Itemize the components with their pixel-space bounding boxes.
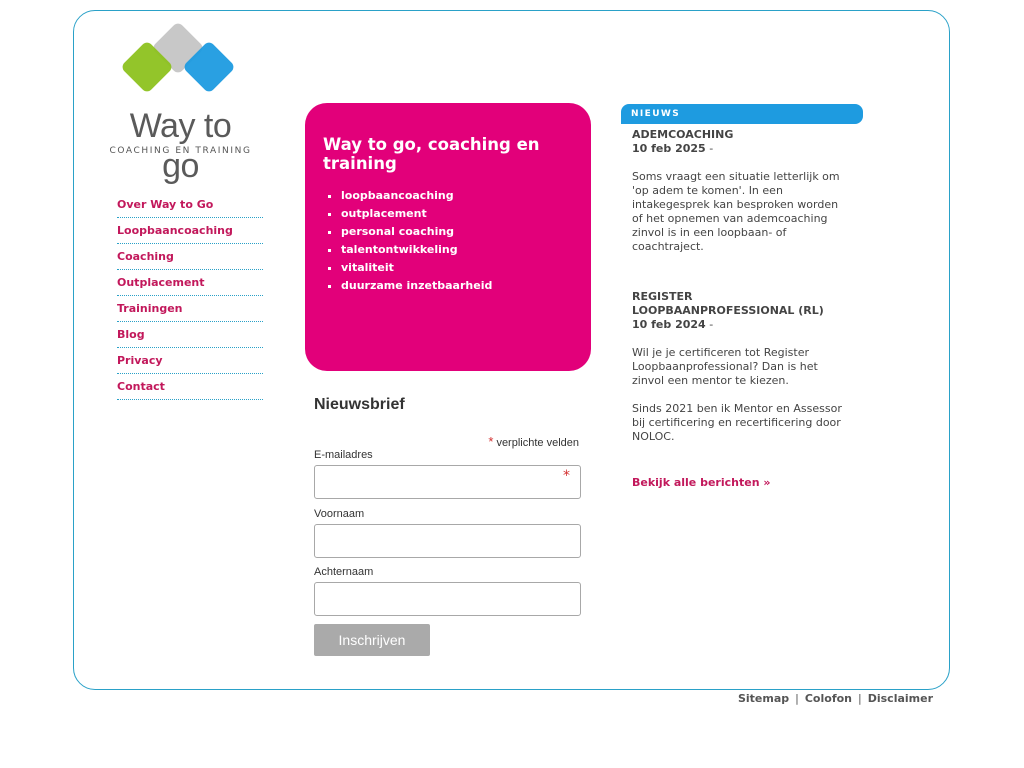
footer-link-colofon[interactable]: Colofon bbox=[804, 692, 852, 705]
required-marker: * bbox=[488, 434, 494, 449]
email-required-marker: * bbox=[563, 468, 570, 484]
intro-service-item: ▪ duurzame inzetbaarheid bbox=[341, 277, 573, 295]
nav-item-privacy[interactable]: Privacy bbox=[117, 348, 263, 374]
news-item: ADEMCOACHING 10 feb 2025 - Soms vraagt een situatie letterlijk om 'op adem te komen'. In een intakegesprek kan besproken worden of het opnemen van ademcoaching zinvol is in een loopbaan- of coachtraject. bbox=[632, 128, 850, 254]
logo-wordmark: Way to go bbox=[129, 107, 232, 185]
firstname-field[interactable] bbox=[314, 524, 581, 558]
nav-item-blog[interactable]: Blog bbox=[117, 322, 263, 348]
required-fields-note bbox=[314, 434, 579, 449]
newsletter-title: Nieuwsbrief bbox=[314, 396, 405, 413]
news-header: NIEUWS bbox=[621, 104, 863, 124]
news-item-text: Soms vraagt een situatie letterlijk om 'op adem te komen'. In een intakegesprek kan besproken worden of het opnemen van ademcoaching zinvol is in een loopbaan- of coachtraject. bbox=[632, 170, 840, 253]
nav-item-outplacement[interactable]: Outplacement bbox=[117, 270, 263, 296]
intro-service-item: ▪ loopbaancoaching bbox=[341, 187, 573, 205]
nav-item-loopbaancoaching[interactable]: Loopbaancoaching bbox=[117, 218, 263, 244]
news-item-text: Wil je je certificeren tot Register Loopbaanprofessional? Dan is het zinvol een mentor te kiezen. bbox=[632, 346, 818, 387]
email-label: E-mailadres bbox=[314, 449, 373, 461]
nav-item-coaching[interactable]: Coaching bbox=[117, 244, 263, 270]
nav-item-trainingen[interactable]: Trainingen bbox=[117, 296, 263, 322]
logo[interactable] bbox=[108, 22, 253, 185]
main-nav bbox=[117, 192, 263, 400]
subscribe-button[interactable]: Inschrijven bbox=[314, 624, 430, 656]
lastname-label: Achternaam bbox=[314, 566, 374, 578]
lastname-field[interactable] bbox=[314, 582, 581, 616]
intro-service-item: ▪ talentontwikkeling bbox=[341, 241, 573, 259]
news-item-title[interactable]: REGISTER LOOPBAANPROFESSIONAL (RL) bbox=[632, 290, 824, 317]
required-note-text: verplichte velden bbox=[496, 437, 579, 449]
footer-link-disclaimer[interactable]: Disclaimer bbox=[867, 692, 933, 705]
firstname-label: Voornaam bbox=[314, 508, 365, 520]
all-news-link[interactable]: Bekijk alle berichten » bbox=[632, 476, 771, 489]
intro-panel bbox=[305, 103, 591, 371]
nav-item-contact[interactable]: Contact bbox=[117, 374, 263, 400]
nav-item-over-way-to-go[interactable]: Over Way to Go bbox=[117, 192, 263, 218]
news-item-date: 10 feb 2025 bbox=[632, 142, 706, 155]
logo-diamonds-icon bbox=[118, 22, 243, 106]
news-item-text: Sinds 2021 ben ik Mentor en Assessor bij certificering en recertificering door NOLOC. bbox=[632, 402, 842, 443]
intro-service-item: ▪ vitaliteit bbox=[341, 259, 573, 277]
intro-title: Way to go, coaching en training bbox=[323, 135, 540, 173]
intro-service-item: ▪ personal coaching bbox=[341, 223, 573, 241]
news-item-date: 10 feb 2024 bbox=[632, 318, 706, 331]
footer-separator: | bbox=[795, 692, 799, 705]
footer-links bbox=[738, 692, 933, 705]
email-field[interactable] bbox=[314, 465, 581, 499]
logo-tagline: COACHING EN TRAINING bbox=[109, 146, 252, 156]
footer-separator: | bbox=[858, 692, 862, 705]
intro-service-list bbox=[323, 187, 573, 295]
news-item: REGISTER LOOPBAANPROFESSIONAL (RL) 10 feb 2024 - Wil je je certificeren tot Register Loopbaanprofessional? Dan is het zinvol een mentor te kiezen. Sinds 2021 ben ik Mentor en Assessor bij certificering en recertificering door NOLOC. bbox=[632, 290, 850, 444]
footer-link-sitemap[interactable]: Sitemap bbox=[737, 692, 790, 705]
news-item-title[interactable]: ADEMCOACHING bbox=[632, 128, 734, 141]
intro-service-item: ▪ outplacement bbox=[341, 205, 573, 223]
